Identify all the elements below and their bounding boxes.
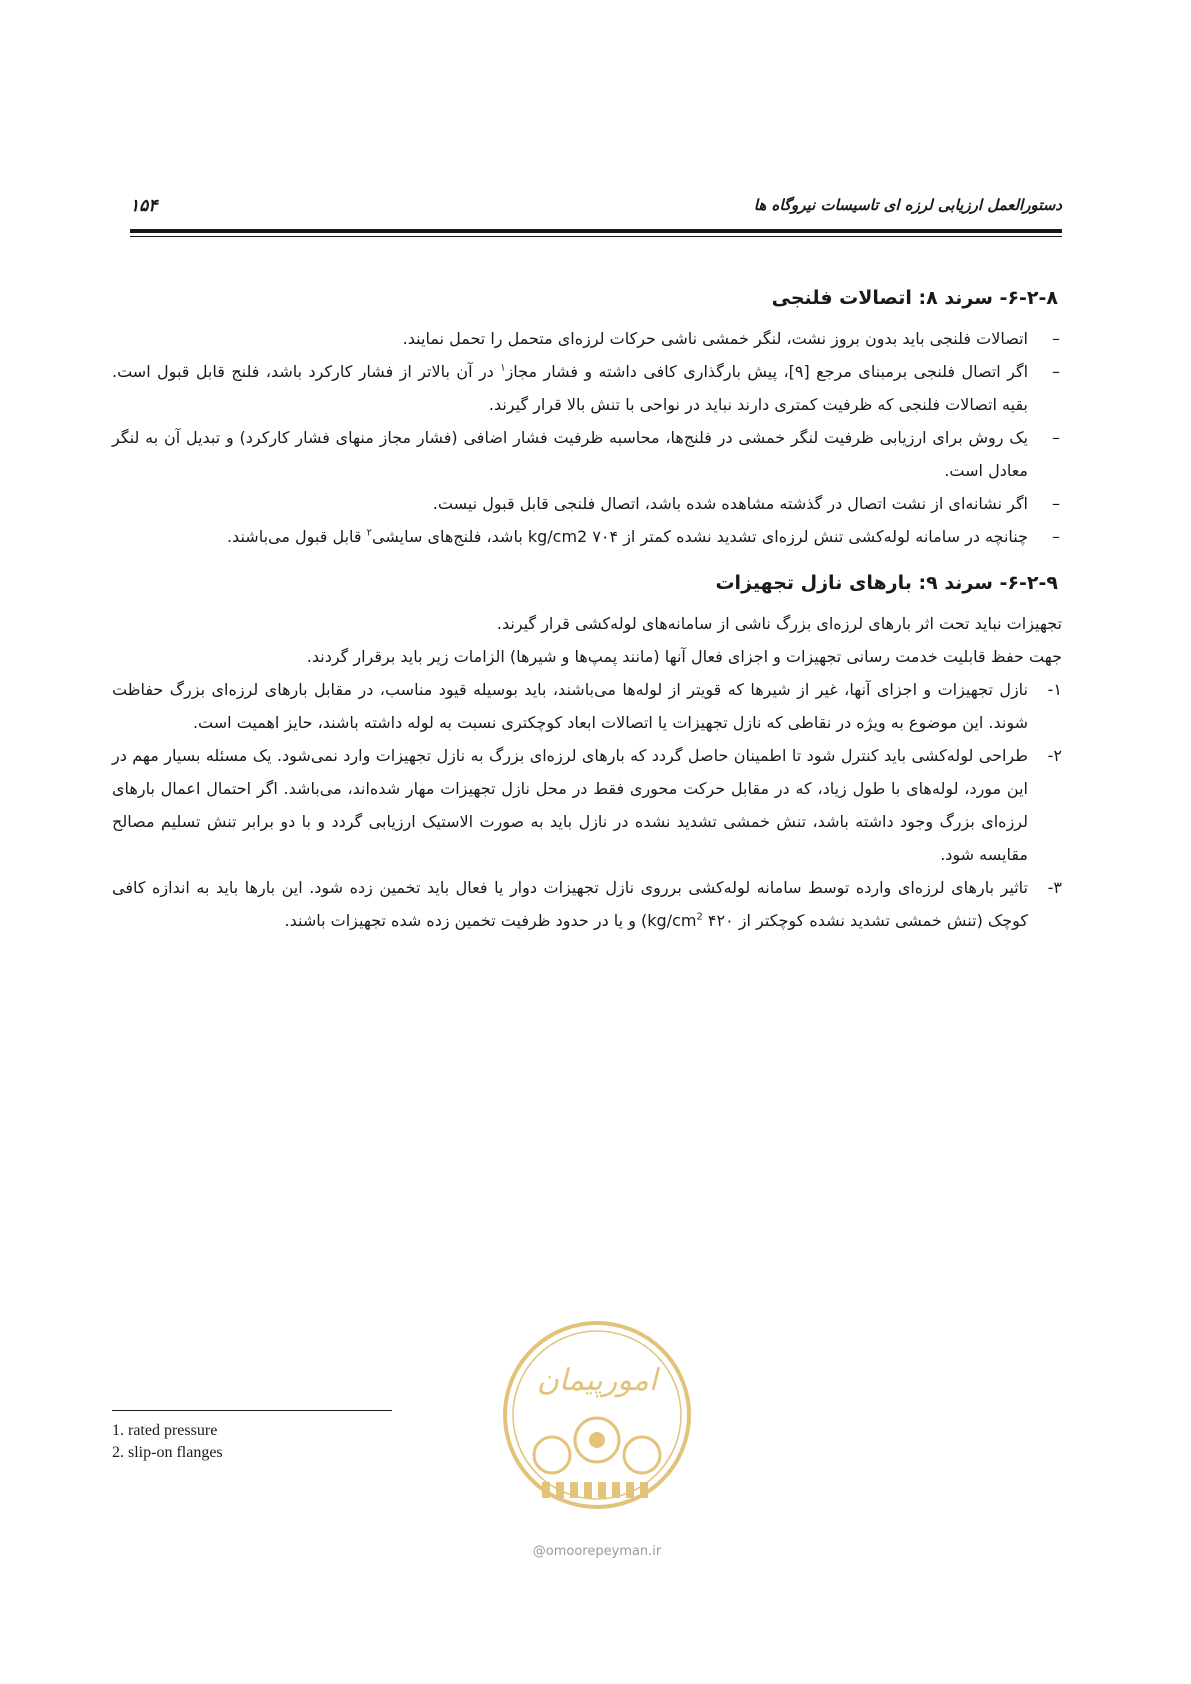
list-item: – اگر نشانه‌ای از نشت اتصال در گذشته مشاهده شده باشد، اتصال فلنجی قابل قبول نیست.	[112, 487, 1028, 520]
watermark-logo	[492, 1310, 702, 1570]
footnote-1: 1. rated pressure	[112, 1422, 218, 1439]
footnote-ref-1: ۱	[500, 362, 506, 374]
list-item: – اگر اتصال فلنجی برمبنای مرجع [۹]، پیش بارگذاری کافی داشته و فشار مجاز$^۱$ در آن بالاتر از فشار کارکرد باشد، فلنج قابل قبول است. بقیه اتصالات فلنجی که ظرفیت کمتری دارند نباید در نواحی با تنش بالا قرار گیرند.	[112, 355, 1028, 421]
section-9-intro-2: جهت حفظ قابلیت خدمت رسانی تجهیزات و اجزای فعال آنها (مانند پمپ‌ها و شیرها) الزامات زیر باید برقرار گردند.	[306, 647, 1062, 666]
section-8-list	[112, 322, 1062, 553]
section-9-list	[112, 673, 1062, 937]
list-item: ۱- نازل تجهیزات و اجزای آنها، غیر از شیرها که قویتر از لوله‌ها می‌باشند، باید بوسیله قیود مناسب، در مقابل بارهای لرزه‌ای بزرگ حفاظت شوند. این موضوع به ویژه در نقاطی که نازل تجهیزات یا اتصالات ابعاد کوچکتری نسبت به لوله داشته باشند، حایز اهمیت است.	[112, 680, 1062, 732]
list-item: ۳- تاثیر بارهای لرزه‌ای وارده توسط سامانه لوله‌کشی برروی نازل تجهیزات دوار یا فعال باید تخمین زده شود. این بارها باید به اندازه کافی کوچک (تنش خمشی تشدید نشده کوچکتر از ۴۲۰ $kg/cm^2$) و یا در حدود ظرفیت تخمین زده شده تجهیزات باشند.	[112, 878, 1062, 930]
list-item: – چنانچه در سامانه لوله‌کشی تنش لرزه‌ای تشدید نشده کمتر از ۷۰۴ kg/cm2 باشد، فلنج‌های سایشی$^۲$ قابل قبول می‌باشند.	[112, 520, 1028, 553]
section-8-heading: ۶-۲-۸- سرند ۸: اتصالات فلنجی	[771, 287, 1058, 309]
page-number: ۱۵۴	[130, 196, 158, 216]
main-content	[112, 282, 1062, 937]
list-item: – اتصالات فلنجی باید بدون بروز نشت، لنگر خمشی ناشی حرکات لرزه‌ای متحمل را تحمل نمایند.	[112, 322, 1028, 355]
watermark-seal-icon	[492, 1310, 702, 1570]
list-item: – یک روش برای ارزیابی ظرفیت لنگر خمشی در فلنج‌ها، محاسبه ظرفیت فشار اضافی (فشار مجاز منهای فشار کارکرد) و تبدیل آن به لنگر معادل است.	[112, 421, 1028, 487]
section-9-intro-1: تجهیزات نباید تحت اثر بارهای لرزه‌ای بزرگ ناشی از سامانه‌های لوله‌کشی قرار گیرند.	[496, 614, 1062, 633]
header-rule-thick	[130, 229, 1062, 233]
footnote-rule	[112, 1410, 392, 1411]
svg-text:@omoorepeyman.ir: @omoorepeyman.ir	[532, 1544, 662, 1559]
svg-text:امورپیمان: امورپیمان	[536, 1363, 658, 1398]
footnotes	[112, 1420, 223, 1464]
header-rule-thin	[130, 236, 1062, 237]
page-header	[130, 196, 1062, 220]
footnote-ref-2: ۲	[366, 527, 373, 539]
section-9-heading: ۶-۲-۹- سرند ۹: بارهای نازل تجهیزات	[715, 572, 1058, 594]
footnote-2: 2. slip-on flanges	[112, 1444, 223, 1461]
running-title: دستورالعمل ارزیابی لرزه ای تاسیسات نیروگاه ها	[753, 196, 1062, 214]
list-item: ۲- طراحی لوله‌کشی باید کنترل شود تا اطمینان حاصل گردد که بارهای لرزه‌ای بزرگ به نازل تجهیزات وارد نمی‌شود. یک مسئله بسیار مهم در این مورد، لوله‌های با طول زیاد، که در مقابل حرکت محوری فقط در محل نازل تجهیزات مهار شده‌اند، می‌باشد. اگر احتمال اعمال بارهای لرزه‌ای بزرگ وجود داشته باشد، تنش خمشی تشدید نشده در نازل باید به صورت الاستیک ارزیابی گردد و با دو برابر تنش تسلیم مصالح مقایسه شود.	[112, 746, 1062, 864]
